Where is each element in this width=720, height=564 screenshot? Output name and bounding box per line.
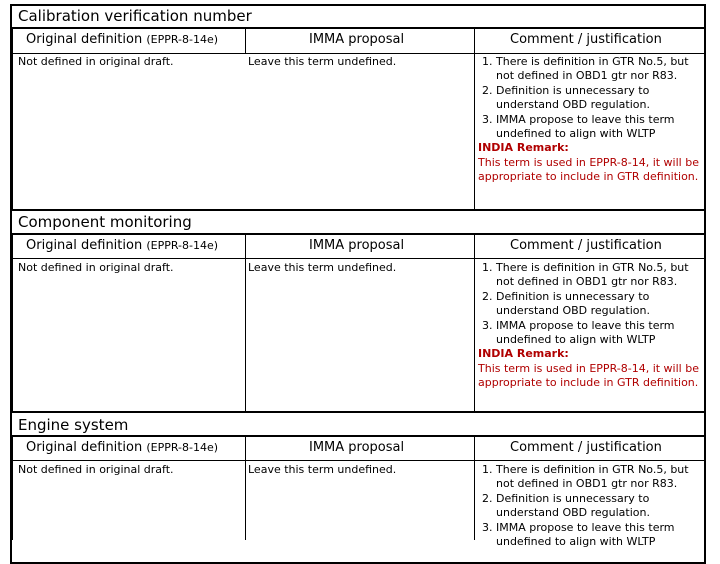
column-line <box>12 235 13 413</box>
header-original: Original definition (EPPR-8-14e) <box>26 238 219 253</box>
india-remark-title: INDIA Remark: <box>478 347 569 361</box>
header-divider <box>10 53 706 54</box>
header-divider <box>10 460 706 461</box>
divider <box>10 435 706 437</box>
comment-list <box>478 55 706 141</box>
column-line <box>12 437 13 540</box>
column-line <box>474 29 475 211</box>
column-line <box>245 29 246 53</box>
comment-item: 3. IMMA propose to leave this term undefined to align with WLTP <box>496 521 706 550</box>
proposal-text: Leave this term undefined. <box>248 55 397 68</box>
header-proposal: IMMA proposal <box>309 32 405 47</box>
header-comment: Comment / justification <box>510 440 662 455</box>
divider <box>10 233 706 235</box>
section-title: Engine system <box>18 416 129 434</box>
section-title: Component monitoring <box>18 213 192 231</box>
comment-item: 2. Definition is unnecessary to understand OBD regulation. <box>496 84 706 113</box>
comment-list <box>478 463 706 549</box>
comment-list <box>478 261 706 347</box>
divider <box>10 411 706 413</box>
divider <box>10 209 706 211</box>
original-text: Not defined in original draft. <box>18 463 174 476</box>
india-remark-text: This term is used in EPPR-8-14, it will be appropriate to include in GTR definition. <box>478 361 699 390</box>
header-original: Original definition (EPPR-8-14e) <box>26 32 219 47</box>
comment-item: 2. Definition is unnecessary to understand OBD regulation. <box>496 290 706 319</box>
comment-block <box>478 261 706 391</box>
india-remark-text: This term is used in EPPR-8-14, it will be appropriate to include in GTR definition. <box>478 155 699 184</box>
header-proposal: IMMA proposal <box>309 238 405 253</box>
column-line <box>245 235 246 413</box>
india-remark-title: INDIA Remark: <box>478 141 569 155</box>
comment-item: 1. There is definition in GTR No.5, but not defined in OBD1 gtr nor R83. <box>496 55 706 84</box>
proposal-text: Leave this term undefined. <box>248 463 397 476</box>
proposal-text: Leave this term undefined. <box>248 261 397 274</box>
original-text: Not defined in original draft. <box>18 261 174 274</box>
divider <box>10 27 706 29</box>
header-divider <box>10 258 706 259</box>
original-text: Not defined in original draft. <box>18 55 174 68</box>
header-original: Original definition (EPPR-8-14e) <box>26 440 219 455</box>
comment-block <box>478 463 706 549</box>
header-proposal: IMMA proposal <box>309 440 405 455</box>
header-comment: Comment / justification <box>510 32 662 47</box>
column-line <box>474 437 475 540</box>
header-comment: Comment / justification <box>510 238 662 253</box>
column-line <box>245 437 246 540</box>
comment-item: 2. Definition is unnecessary to understand OBD regulation. <box>496 492 706 521</box>
comment-item: 1. There is definition in GTR No.5, but not defined in OBD1 gtr nor R83. <box>496 463 706 492</box>
comment-item: 1. There is definition in GTR No.5, but not defined in OBD1 gtr nor R83. <box>496 261 706 290</box>
column-line <box>474 235 475 413</box>
comment-block <box>478 55 706 185</box>
section-title: Calibration verification number <box>18 7 252 25</box>
comment-item: 3. IMMA propose to leave this term undefined to align with WLTP <box>496 113 706 142</box>
comment-item: 3. IMMA propose to leave this term undefined to align with WLTP <box>496 319 706 348</box>
column-line <box>12 29 13 211</box>
